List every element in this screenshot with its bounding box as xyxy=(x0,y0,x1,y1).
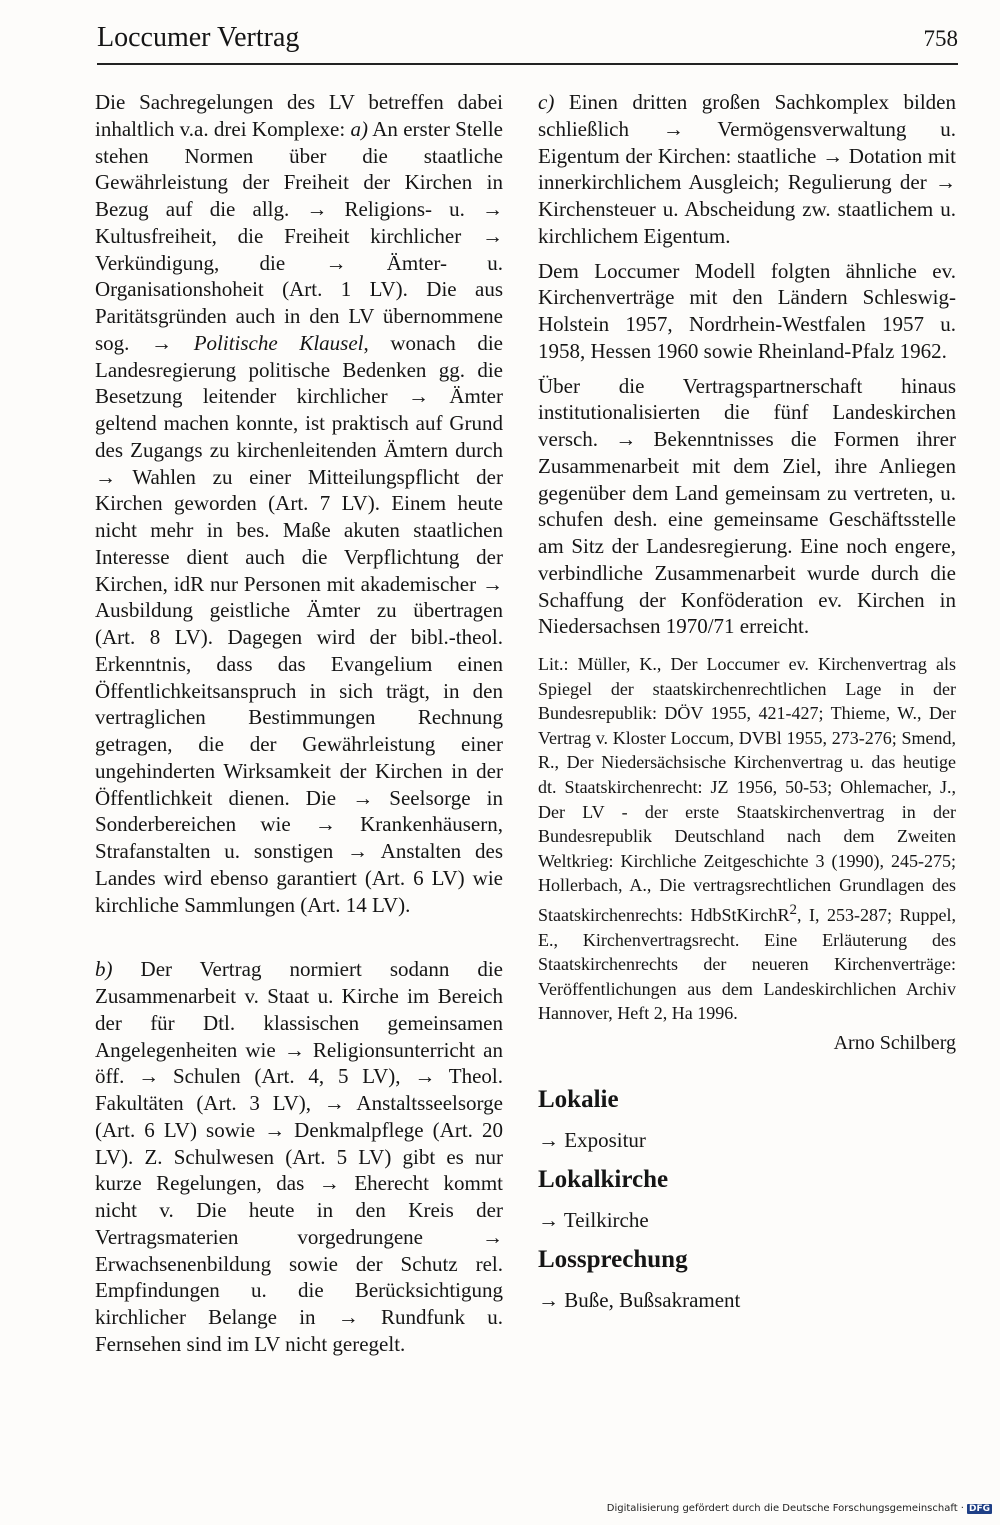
footer-text: Digitalisierung gefördert durch die Deutsche Forschungsgemeinschaft · xyxy=(606,1503,964,1514)
right-column xyxy=(538,89,956,1313)
paragraph-confederation: Über die Vertragspartnerschaft hinaus institutionalisierten die fünf Landeskirchen versch. → Bekenntnisses die Formen ihrer Zusammenarbeit mit dem Ziel, ihre Anliegen gegenüber dem Land gemeinsam zu vertreten, u. schufen desh. eine gemeinsame Geschäftsstelle am Sitz der Landesregierung. Eine noch engere, verbindliche Zusammenarbeit wurde durch die Schaffung der Konföderation ev. Kirchen in Niedersachsen 1970/71 erreicht. xyxy=(538,373,956,639)
paragraph-c: c) Einen dritten großen Sachkomplex bilden schließlich → Vermögensverwaltung u. Eigentum der Kirchen: staatliche → Dotation mit innerkirchlichem Ausgleich; Regulierung der → Kirchensteuer u. Abscheidung zw. staatlichem u. kirchlichem Eigentum. xyxy=(538,90,956,248)
entry-crossref-lokalie: → Expositur xyxy=(538,1127,646,1152)
paragraph-loccum-model: Dem Loccumer Modell folgten ähnliche ev. Kirchenverträge mit den Ländern Schleswig-Holstein 1957, Nordrhein-Westfalen 1957 u. 1958, Hessen 1960 sowie Rheinland-Pfalz 1962. xyxy=(538,258,956,363)
footer-credit xyxy=(607,1503,992,1514)
literature: Lit.: Müller, K., Der Loccumer ev. Kirchenvertrag als Spiegel der staatskirchenrechtlichen Lage in der Bundesrepublik: DÖV 1955, 421-427; Thieme, W., Der Vertrag v. Kloster Loccum, DVBl 1955, 273-276; Smend, R., Der Niedersächsische Kirchenvertrag u. das heutige dt. Staatskirchenrecht: JZ 1956, 50-53; Ohlemacher, J., Der LV - der erste Staatskirchenvertrag in der Bundesrepublik Deutschland nach dem Zweiten Weltkrieg: Kirchliche Zeitgeschichte 3 (1990), 245-275; Hollerbach, A., Die vertragsrechtlichen Grundlagen des Staatskirchenrechts: HdbStKirchR$^2$, I, 253-287; Ruppel, E., Kirchenvertragsrecht. Eine Erläuterung des Staatskirchenrechts der neueren Kirchenverträge: Veröffentlichungen aus dem Landeskirchlichen Archiv Hannover, Heft 2, Ha 1996. xyxy=(538,654,956,1024)
paragraph-b: b) Der Vertrag normiert sodann die Zusammenarbeit v. Staat u. Kirche im Bereich der für Dtl. klassischen gemeinsamen Angelegenheiten wie → Religionsunterricht an öff. → Schulen (Art. 4, 5 LV), → Theol. Fakultäten (Art. 3 LV), → Anstaltsseelsorge (Art. 6 LV) sowie → Denkmalpflege (Art. 20 LV). Z. Schulwesen (Art. 5 LV) gibt es nur kurze Regelungen, das → Eherecht kommt nicht v. Die heute in den Kreis der Vertragsmaterien vorgedrungene → Erwachsenenbildung sowie der Schutz rel. Empfindungen u. die Berücksichtigung kirchlicher Belange in → Rundfunk u. Fernsehen sind im LV nicht geregelt. xyxy=(95,957,503,1356)
header-rule xyxy=(97,63,958,65)
entry-heading-lossprechung: Lossprechung xyxy=(538,1245,688,1273)
entry-heading-lokalie: Lokalie xyxy=(538,1085,619,1113)
entry-heading-lokalkirche: Lokalkirche xyxy=(538,1165,669,1193)
paragraph-a: Die Sachregelungen des LV betreffen dabei inhaltlich v.a. drei Komplexe: a) An erster Stelle stehen Normen über die staatliche Gewährleistung der Freiheit der Kirchen in Bezug auf die allg. → Religions- u. → Kultusfreiheit, die Freiheit kirchlicher → Verkündigung, die → Ämter- u. Organisationshoheit (Art. 1 LV). Die aus Paritätsgründen auch in den LV übernommene sog. → Politische Klausel, wonach die Landesregierung politische Bedenken gg. die Besetzung leitender kirchlicher → Ämter geltend machen konnte, ist praktisch auf Grund des Zugangs zu kirchenleitenden Ämtern durch → Wahlen zu einer Mitteilungspflicht der Kirchen geworden (Art. 7 LV). Einem heute nicht mehr in bes. Maße akuten staatlichen Interesse dient auch die Verpflichtung der Kirchen, idR nur Personen mit akademischer → Ausbildung geistliche Ämter zu übertragen (Art. 8 LV). Dagegen wird der bibl.-theol. Erkenntnis, dass das Evangelium einen Öffentlichkeitsanspruch in sich trägt, in den vertraglichen Bestimmungen Rechnung getragen, die der Gewährleistung einer ungehinderten Wirksamkeit der Kirchen in der Öffentlichkeit dienen. Die → Seelsorge in Sonderbereichen wie → Krankenhäusern, Strafanstalten u. sonstigen → Anstalten des Landes wird ebenso garantiert (Art. 6 LV) wie kirchliche Sammlungen (Art. 14 LV). xyxy=(95,90,503,917)
author: Arno Schilberg xyxy=(833,1031,956,1054)
entry-crossref-lokalkirche: → Teilkirche xyxy=(538,1207,649,1232)
page-number: 758 xyxy=(923,26,958,51)
entry-crossref-lossprechung: → Buße, Bußsakrament xyxy=(538,1287,741,1312)
left-column xyxy=(95,89,503,1358)
running-title: Loccumer Vertrag xyxy=(97,22,300,53)
dfg-logo-icon: DFG xyxy=(968,1504,990,1514)
page-header xyxy=(97,22,958,62)
